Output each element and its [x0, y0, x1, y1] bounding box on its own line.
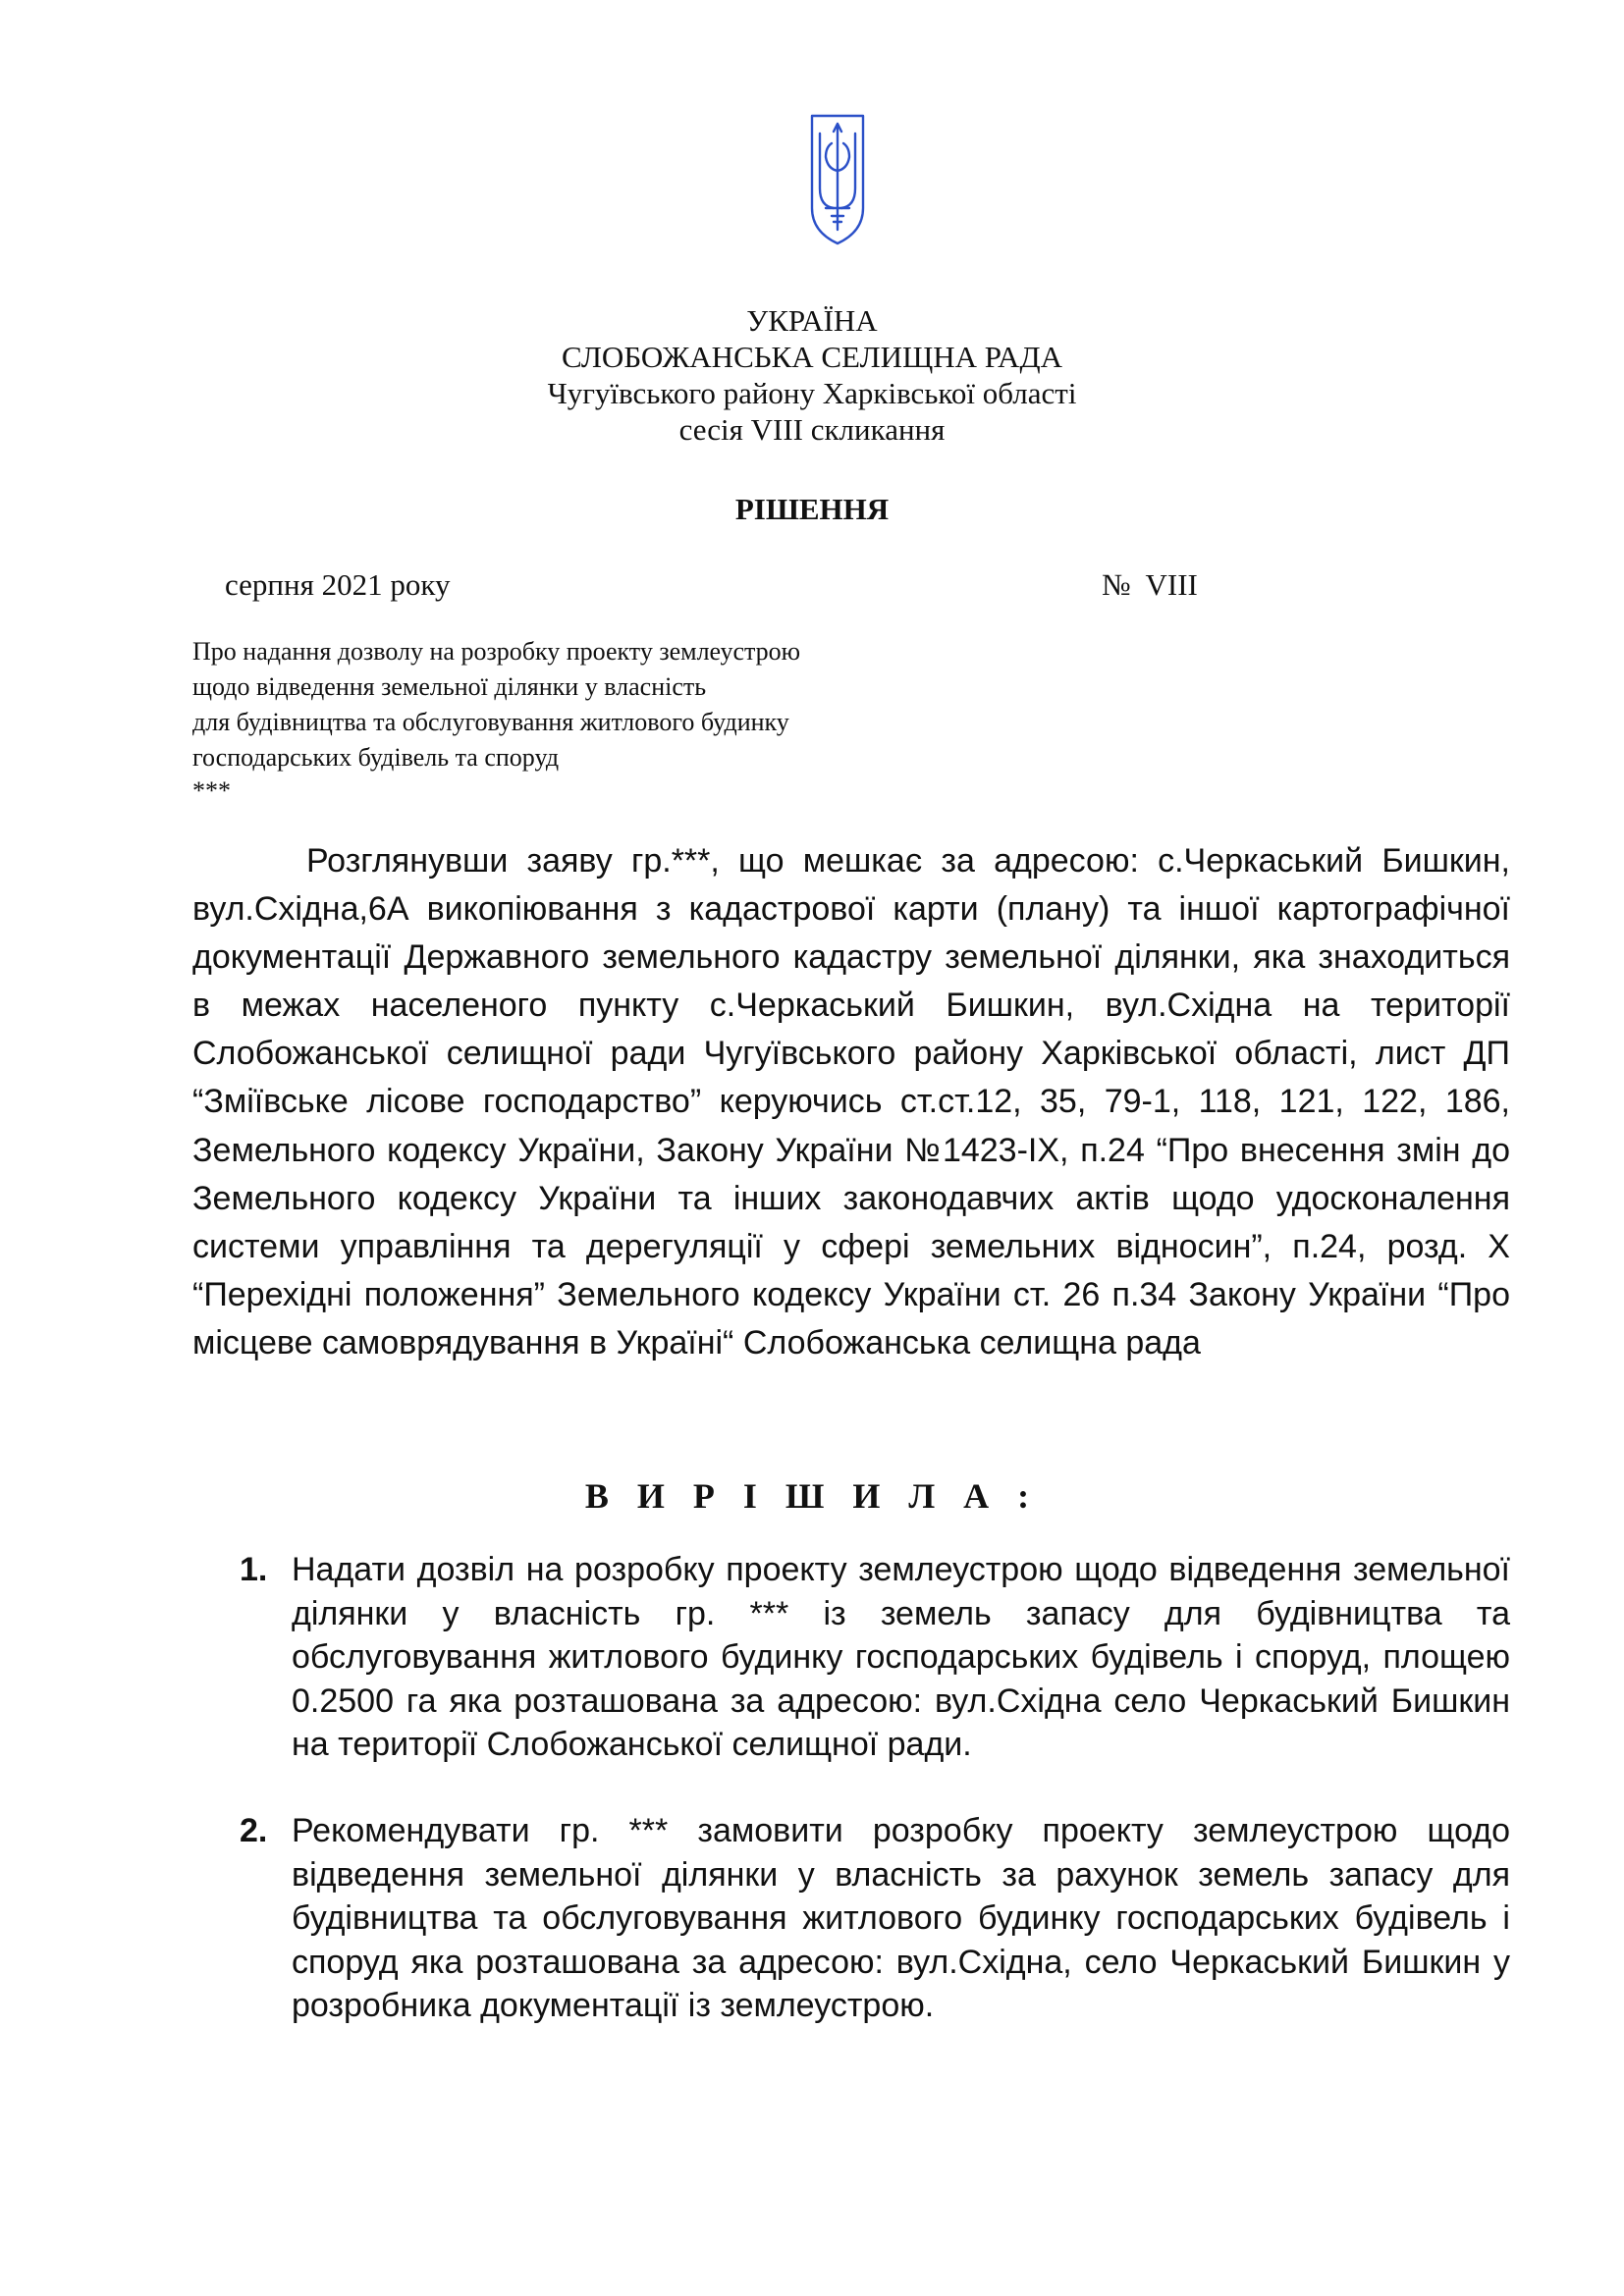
subject-line: щодо відведення земельної ділянки у власність: [192, 672, 707, 701]
district-name: Чугуївського району Харківської області: [547, 376, 1077, 410]
subject-line: для будівництва та обслуговування житлового будинку: [192, 708, 789, 736]
subject-line: господарських будівель та споруд: [192, 743, 560, 772]
preamble-paragraph: Розглянувши заяву гр.***, що мешкає за адресою: с.Черкаський Бишкин, вул.Східна,6А викопіювання з кадастрової карти (плану) та іншої картографічної документації Державного земельного кадастру земельної ділянки, яка знаходиться в межах населеного пункту с.Черкаський Бишкин, вул.Східна на території Слобожанської селищної ради Чугуївського району Харківської області, лист ДП “Зміївське лісове господарство” керуючись ст.ст.12, 35, 79-1, 118, 121, 122, 186, Земельного кодексу України, Закону України №1423-IX, п.24 “Про внесення змін до Земельного кодексу України та інших законодавчих актів щодо удосконалення системи управління та дерегуляції у сфері земельних відносин”, п.24, розд. Х “Перехідні положення” Земельного кодексу України ст. 26 п.34 Закону України “Про місцеве самоврядування в Україні“ Слобожанська селищна рада: [192, 842, 1510, 1362]
decision-date: серпня 2021 року: [225, 567, 451, 602]
item-number: 2.: [240, 1812, 268, 1849]
subject-line: Про надання дозволу на розробку проекту землеустрою: [192, 637, 801, 666]
session-info: сесія VIII скликання: [678, 412, 946, 447]
resolved-heading: В И Р І Ш И Л А :: [584, 1476, 1040, 1516]
resolution-item: [240, 1548, 1510, 1767]
item-text: Надати дозвіл на розробку проекту землеустрою щодо відведення земельної ділянки у власність гр. *** із земель запасу для будівництва та обслуговування житлового будинку господарських будівель і споруд, площею 0.2500 га яка розташована за адресою: вул.Східна село Черкаський Бишкин на території Слобожанської селищної ради.: [292, 1551, 1510, 1763]
trident-coat-of-arms-icon: [810, 114, 865, 245]
subject-line: ***: [192, 776, 231, 805]
council-name: СЛОБОЖАНСЬКА СЕЛИЩНА РАДА: [562, 340, 1062, 374]
country-name: УКРАЇНА: [746, 303, 878, 338]
decision-number: № VIII: [1102, 567, 1198, 602]
item-number: 1.: [240, 1551, 268, 1588]
document-title: РІШЕННЯ: [734, 492, 890, 526]
item-text: Рекомендувати гр. *** замовити розробку проекту землеустрою щодо відведення земельної ділянки у власність за рахунок земель запасу для будівництва та обслуговування житлового будинку господарських будівель і споруд яка розташована за адресою: вул.Східна, село Черкаський Бишкин у розробника документації із землеустрою.: [292, 1812, 1510, 2024]
resolution-item: [240, 1809, 1510, 2028]
